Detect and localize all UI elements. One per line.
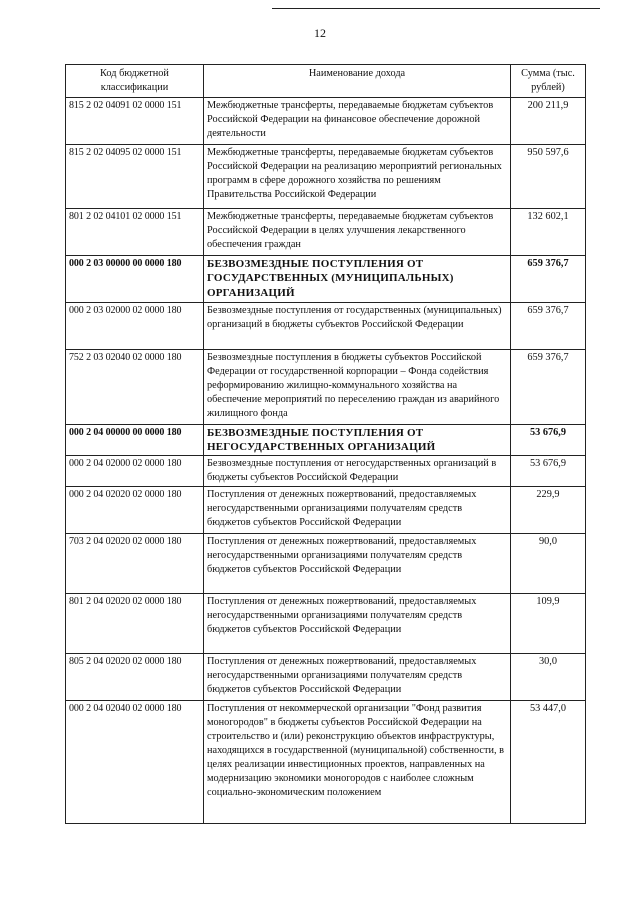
- row-name: Межбюджетные трансферты, передаваемые бюджетам субъектов Российской Федерации на реализацию мероприятий региональных программ в сфере дорожного хозяйства по решениям Правительства Российской Федерации: [204, 145, 511, 209]
- row-name: Поступления от денежных пожертвований, предоставляемых негосударственными организациями получателям средств бюджетов субъектов Российской Федерации: [204, 487, 511, 534]
- row-name: Межбюджетные трансферты, передаваемые бюджетам субъектов Российской Федерации на финансовое обеспечение дорожной деятельности: [204, 98, 511, 145]
- row-name: Безвозмездные поступления от негосударственных организаций в бюджеты субъектов Российской Федерации: [204, 456, 511, 487]
- row-sum: 659 376,7: [511, 350, 586, 425]
- row-name: Межбюджетные трансферты, передаваемые бюджетам субъектов Российской Федерации в целях улучшения лекарственного обеспечения граждан: [204, 209, 511, 256]
- table-row: [66, 350, 586, 425]
- table-header-row: [66, 65, 586, 98]
- table-row: [66, 145, 586, 209]
- row-name: Поступления от денежных пожертвований, предоставляемых негосударственными организациями получателям средств бюджетов субъектов Российской Федерации: [204, 534, 511, 594]
- row-sum: 53 676,9: [511, 456, 586, 487]
- row-name: Безвозмездные поступления от государственных (муниципальных) организаций в бюджеты субъектов Российской Федерации: [204, 303, 511, 350]
- page-number: 12: [314, 26, 326, 40]
- table-row: [66, 209, 586, 256]
- row-code: 000 2 04 00000 00 0000 180: [66, 425, 204, 456]
- row-sum: 659 376,7: [511, 256, 586, 303]
- row-code: 000 2 04 02000 02 0000 180: [66, 456, 204, 487]
- revenue-table: [65, 64, 586, 824]
- row-name: Поступления от денежных пожертвований, предоставляемых негосударственными организациями получателям средств бюджетов субъектов Российской Федерации: [204, 654, 511, 701]
- row-sum: 659 376,7: [511, 303, 586, 350]
- row-code: 801 2 04 02020 02 0000 180: [66, 594, 204, 654]
- row-code: 805 2 04 02020 02 0000 180: [66, 654, 204, 701]
- row-sum: 109,9: [511, 594, 586, 654]
- header-code: Код бюджетной классификации: [66, 65, 204, 98]
- row-name: Поступления от денежных пожертвований, предоставляемых негосударственными организациями получателям средств бюджетов субъектов Российской Федерации: [204, 594, 511, 654]
- row-name: Поступления от некоммерческой организации "Фонд развития моногородов" в бюджеты субъектов Российской Федерации на строительство и (или) реконструкцию объектов инфраструктуры, находящихся в государственной (муниципальной) собственности, в целях реализации инвестиционных проектов, направленных на модернизацию экономики моногородов с наиболее сложным социально-экономическим положением: [204, 701, 511, 824]
- table-row: [66, 303, 586, 350]
- table-row-section: [66, 256, 586, 303]
- header-rule: [272, 8, 600, 9]
- row-sum: 30,0: [511, 654, 586, 701]
- row-sum: 229,9: [511, 487, 586, 534]
- row-code: 000 2 04 02020 02 0000 180: [66, 487, 204, 534]
- row-code: 752 2 03 02040 02 0000 180: [66, 350, 204, 425]
- row-code: 815 2 02 04091 02 0000 151: [66, 98, 204, 145]
- row-name: БЕЗВОЗМЕЗДНЫЕ ПОСТУПЛЕНИЯ ОТ ГОСУДАРСТВЕННЫХ (МУНИЦИПАЛЬНЫХ) ОРГАНИЗАЦИЙ: [204, 256, 511, 303]
- row-code: 000 2 03 00000 00 0000 180: [66, 256, 204, 303]
- row-code: 000 2 03 02000 02 0000 180: [66, 303, 204, 350]
- row-sum: 200 211,9: [511, 98, 586, 145]
- row-sum: 132 602,1: [511, 209, 586, 256]
- row-name: Безвозмездные поступления в бюджеты субъектов Российской Федерации от государственной корпорации – Фонда содействия реформированию жилищно-коммунального хозяйства на обеспечение мероприятий по переселению граждан из аварийного жилищного фонда: [204, 350, 511, 425]
- row-sum: 53 676,9: [511, 425, 586, 456]
- table-row: [66, 98, 586, 145]
- table-row: [66, 701, 586, 824]
- table-row: [66, 456, 586, 487]
- row-name: БЕЗВОЗМЕЗДНЫЕ ПОСТУПЛЕНИЯ ОТ НЕГОСУДАРСТВЕННЫХ ОРГАНИЗАЦИЙ: [204, 425, 511, 456]
- row-sum: 90,0: [511, 534, 586, 594]
- row-code: 815 2 02 04095 02 0000 151: [66, 145, 204, 209]
- row-code: 703 2 04 02020 02 0000 180: [66, 534, 204, 594]
- row-sum: 53 447,0: [511, 701, 586, 824]
- row-code: 000 2 04 02040 02 0000 180: [66, 701, 204, 824]
- header-name: Наименование дохода: [204, 65, 511, 98]
- row-code: 801 2 02 04101 02 0000 151: [66, 209, 204, 256]
- table-row: [66, 594, 586, 654]
- header-sum: Сумма (тыс. рублей): [511, 65, 586, 98]
- table-row: [66, 534, 586, 594]
- row-sum: 950 597,6: [511, 145, 586, 209]
- table-row: [66, 487, 586, 534]
- table-row: [66, 654, 586, 701]
- table-row-section: [66, 425, 586, 456]
